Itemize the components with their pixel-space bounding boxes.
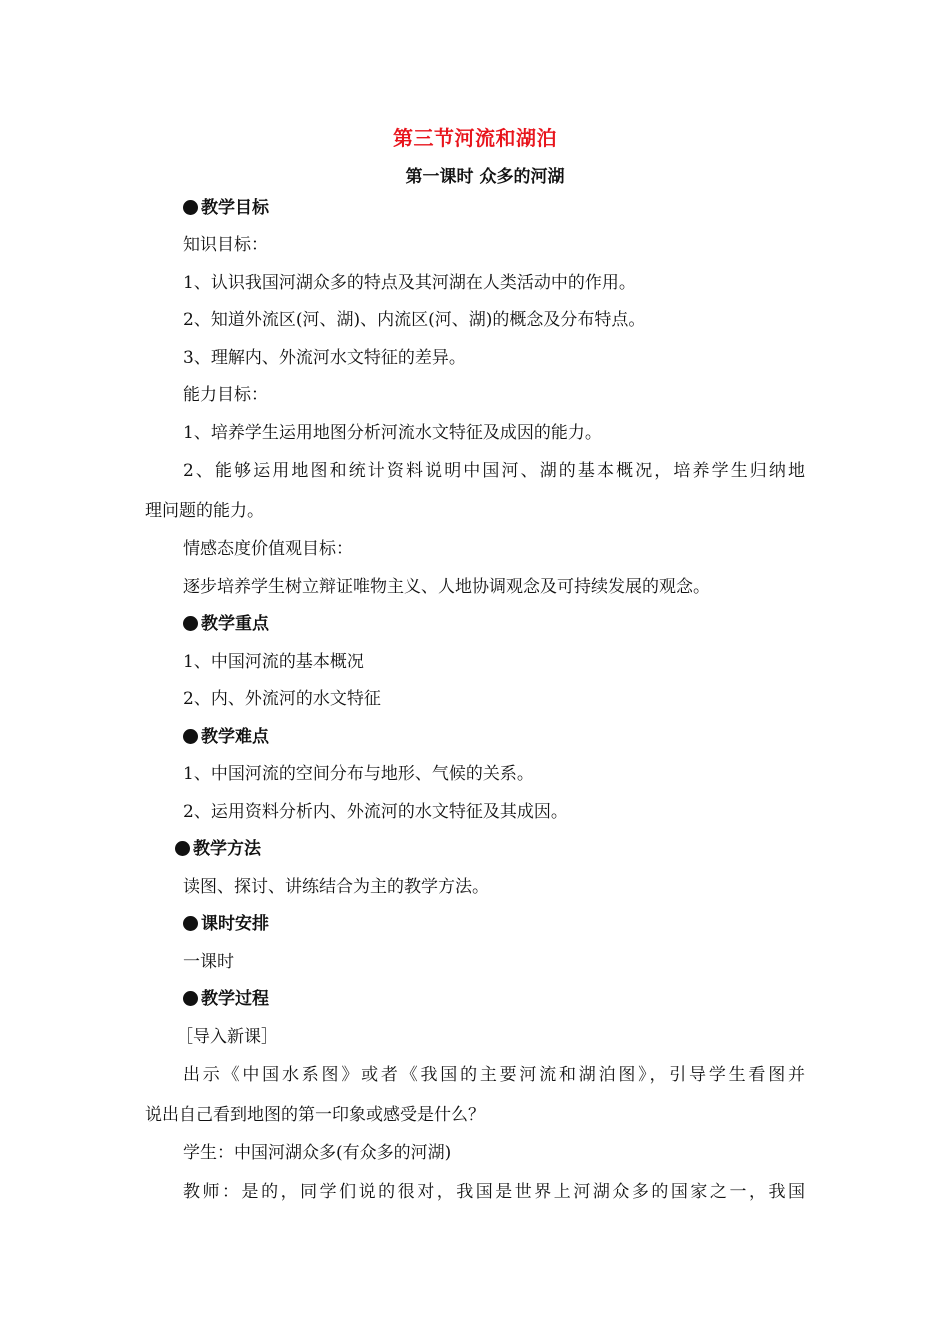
intro-label: ［导入新课］ xyxy=(176,1027,278,1047)
document-title: 第三节河流和湖泊 xyxy=(393,126,557,150)
ability-item: 1、培养学生运用地图分析河流水文特征及成因的能力。 xyxy=(183,423,602,443)
ability-item: 2、能够运用地图和统计资料说明中国河、湖的基本概况，培养学生归纳地 xyxy=(183,461,805,481)
document-subtitle: 第一课时 众多的河湖 xyxy=(405,167,565,187)
bullet-icon xyxy=(183,616,198,631)
bullet-icon xyxy=(183,729,198,744)
bullet-icon xyxy=(175,841,190,856)
schedule-text: 一课时 xyxy=(183,952,234,972)
intro-text-continued: 说出自己看到地图的第一印象或感受是什么？ xyxy=(145,1105,485,1125)
knowledge-item: 1、认识我国河湖众多的特点及其河湖在人类活动中的作用。 xyxy=(183,273,636,293)
knowledge-item: 2、知道外流区(河、湖)、内流区(河、湖)的概念及分布特点。 xyxy=(183,310,646,330)
section-heading-key-points: 教学重点 xyxy=(183,612,269,636)
knowledge-goals-label: 知识目标： xyxy=(183,235,268,255)
intro-text: 出示《中国水系图》或者《我国的主要河流和湖泊图》，引导学生看图并 xyxy=(183,1065,805,1085)
key-point-item: 2、内、外流河的水文特征 xyxy=(183,689,381,709)
methods-text: 读图、探讨、讲练结合为主的教学方法。 xyxy=(183,877,489,897)
section-heading-difficulties: 教学难点 xyxy=(183,725,269,749)
ability-item-continued: 理问题的能力。 xyxy=(145,501,264,521)
bullet-icon xyxy=(183,200,198,215)
ability-goals-label: 能力目标： xyxy=(183,385,268,405)
bullet-icon xyxy=(183,991,198,1006)
key-point-item: 1、中国河流的基本概况 xyxy=(183,652,364,672)
emotion-goals-text: 逐步培养学生树立辩证唯物主义、人地协调观念及可持续发展的观念。 xyxy=(183,577,710,597)
section-heading-methods: 教学方法 xyxy=(175,837,261,861)
section-heading-schedule: 课时安排 xyxy=(183,912,269,936)
difficulty-item: 1、中国河流的空间分布与地形、气候的关系。 xyxy=(183,764,534,784)
bullet-icon xyxy=(183,916,198,931)
section-heading-process: 教学过程 xyxy=(183,987,269,1011)
emotion-goals-label: 情感态度价值观目标： xyxy=(183,539,353,559)
knowledge-item: 3、理解内、外流河水文特征的差异。 xyxy=(183,348,466,368)
student-response: 学生：中国河湖众多(有众多的河湖) xyxy=(183,1143,452,1163)
teacher-response: 教师：是的，同学们说的很对，我国是世界上河湖众多的国家之一，我国 xyxy=(183,1182,805,1202)
section-heading-goals: 教学目标 xyxy=(183,196,269,220)
difficulty-item: 2、运用资料分析内、外流河的水文特征及其成因。 xyxy=(183,802,568,822)
